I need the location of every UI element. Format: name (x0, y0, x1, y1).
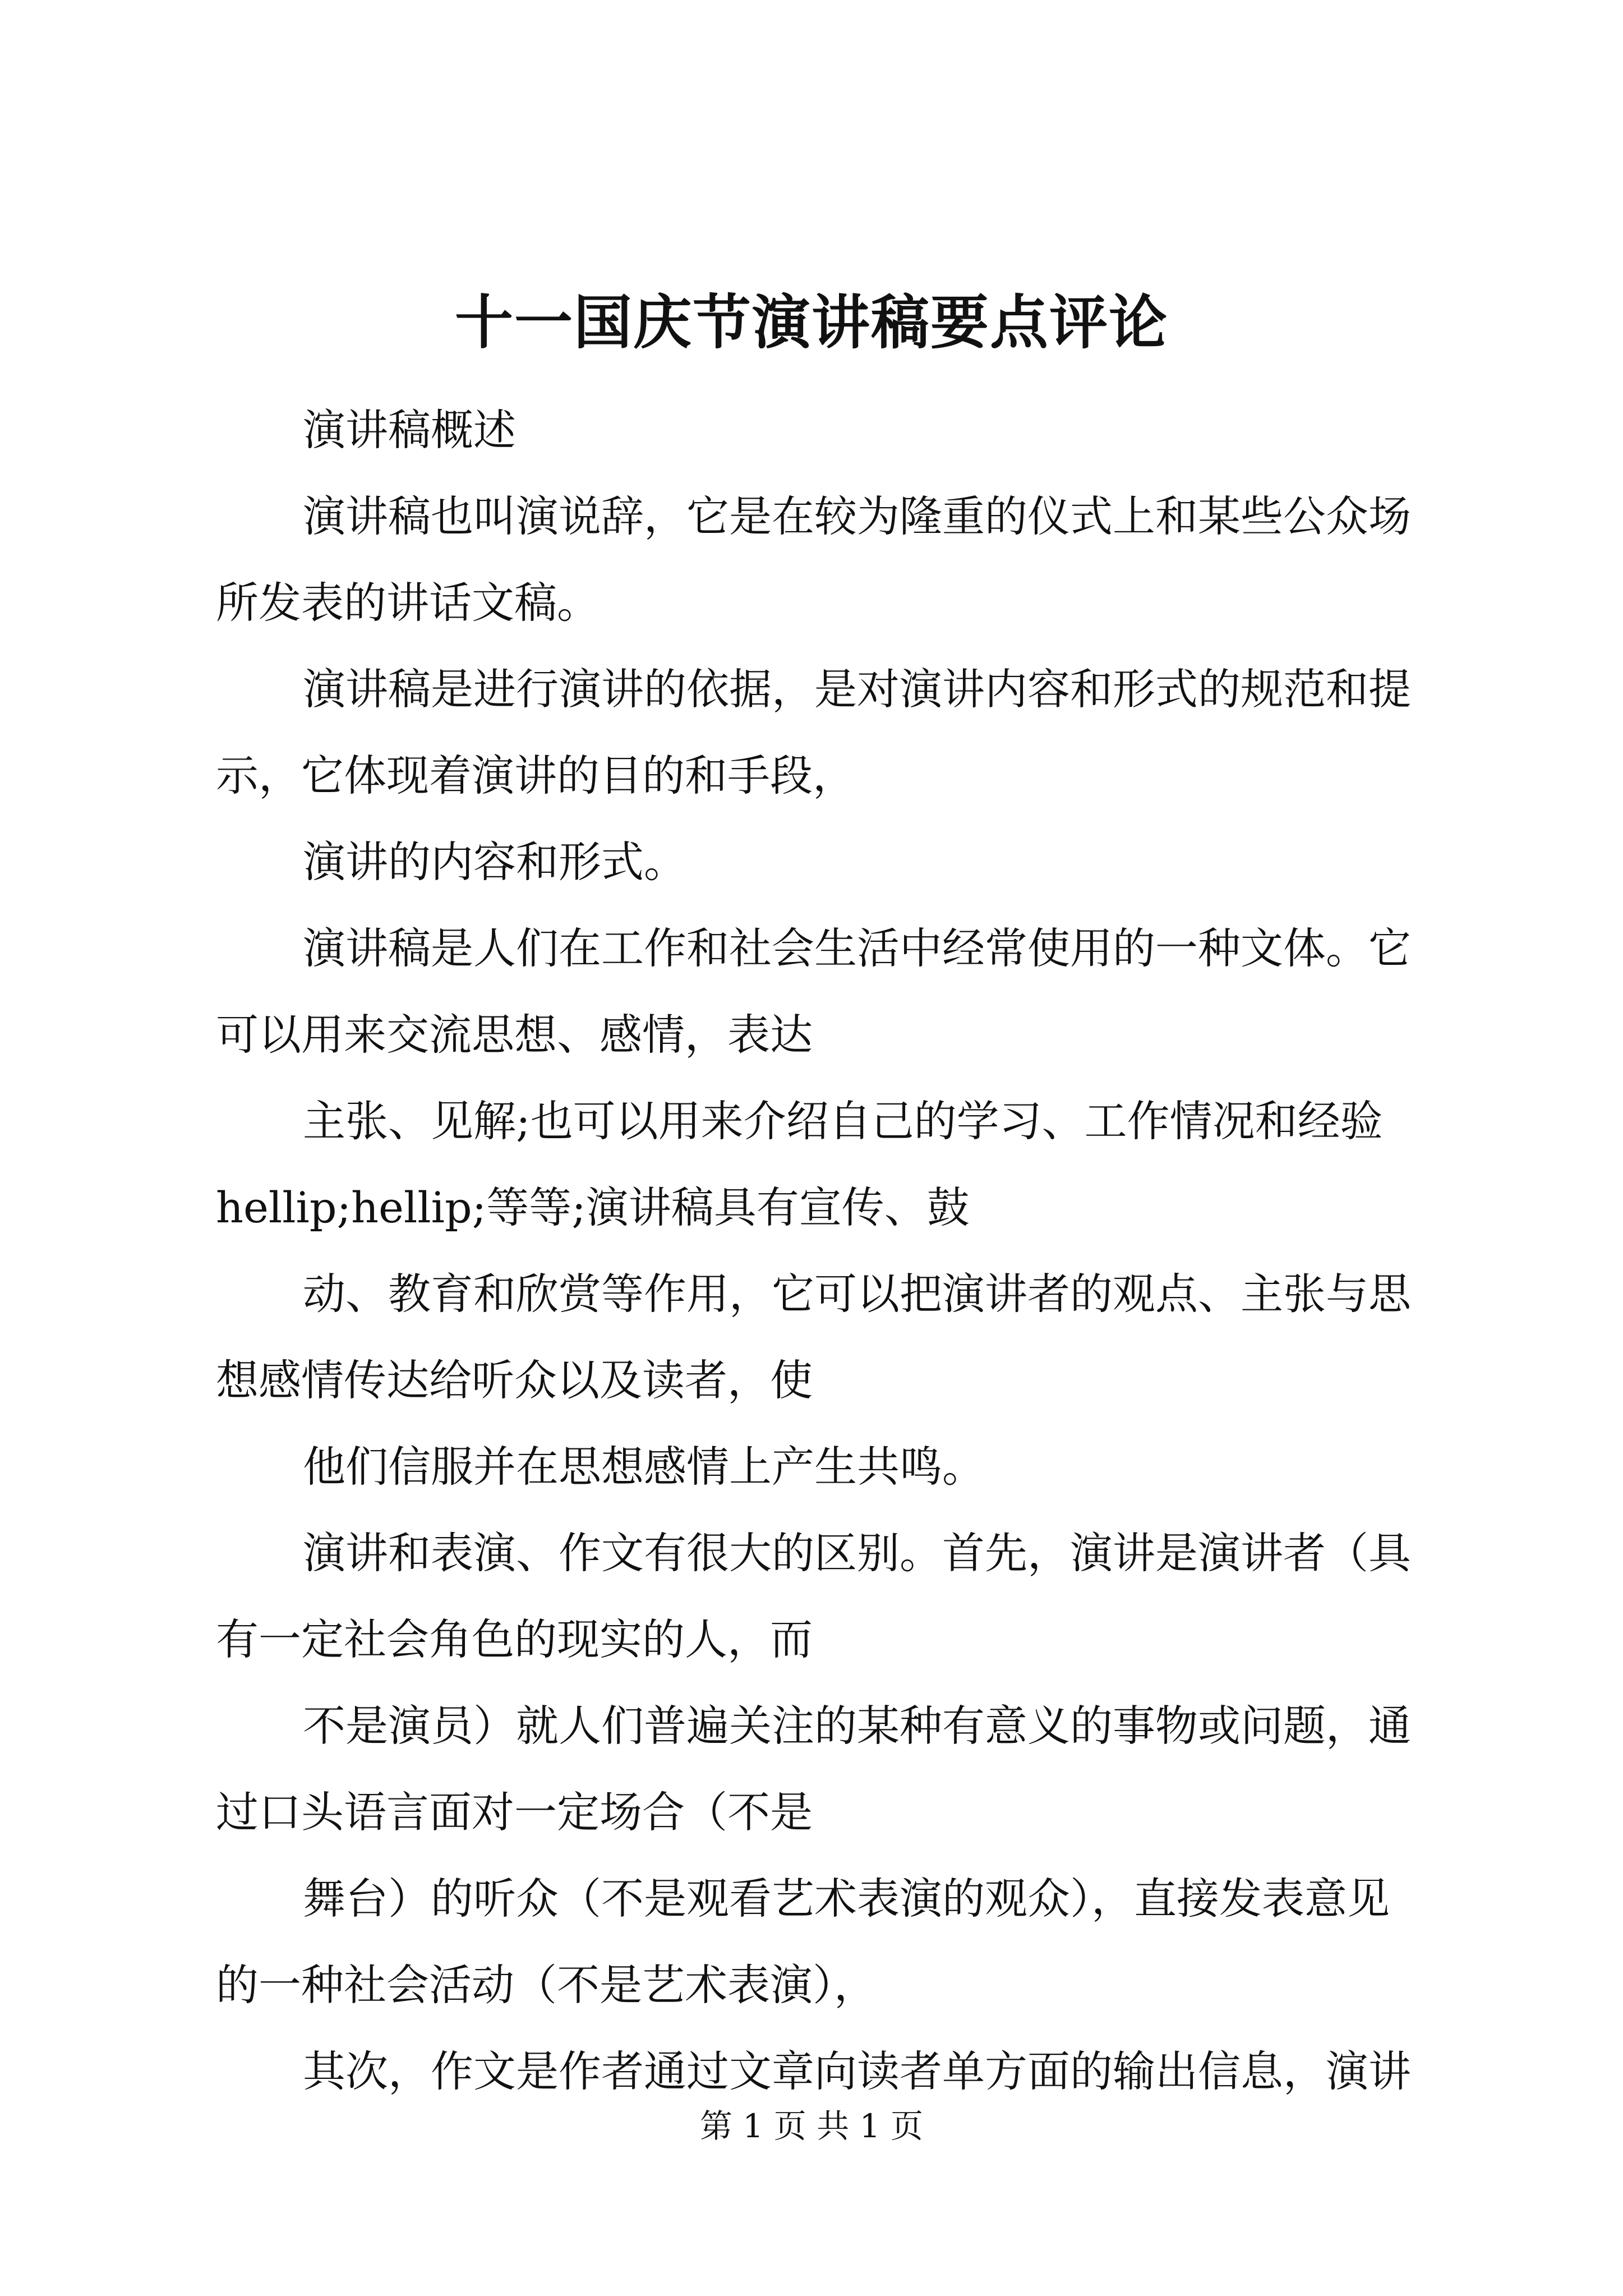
body-paragraph (216, 2028, 1427, 2115)
paragraph-line: 演讲的内容和形式。 (303, 837, 686, 887)
body-paragraph (216, 646, 1427, 819)
body-paragraph (216, 819, 1427, 905)
paragraph-line: 演讲稿是进行演讲的依据，是对演讲内容和形式的规范和提 (303, 664, 1411, 714)
paragraph-line: hellip;hellip;等等;演讲稿具有宣传、鼓 (216, 1182, 970, 1232)
body-paragraph (216, 473, 1427, 646)
paragraph-line: 可以用来交流思想、感情，表达 (216, 1010, 813, 1060)
paragraph-line: 过口头语言面对一定场合（不是 (216, 1787, 813, 1837)
document-title: 十一国庆节演讲稿要点评论 (454, 288, 1168, 357)
paragraph-line: 演讲稿也叫演说辞，它是在较为隆重的仪式上和某些公众场 (303, 491, 1411, 541)
paragraph-line: 动、教育和欣赏等作用，它可以把演讲者的观点、主张与思 (303, 1269, 1411, 1319)
paragraph-line: 舞台）的听众（不是观看艺术表演的观众），直接发表意见 (303, 1874, 1390, 1924)
body-paragraph (216, 1078, 1427, 1251)
body-paragraph (216, 1424, 1427, 1510)
paragraph-line: 演讲和表演、作文有很大的区别。首先，演讲是演讲者（具 (303, 1528, 1411, 1578)
paragraph-line: 示，它体现着演讲的目的和手段， (216, 751, 855, 800)
document-body (216, 387, 1427, 2115)
body-paragraph (216, 905, 1427, 1078)
paragraph-line: 他们信服并在思想感情上产生共鸣。 (303, 1442, 985, 1492)
paragraph-line: 所发表的讲话文稿。 (216, 578, 600, 628)
paragraph-line: 不是演员）就人们普遍关注的某种有意义的事物或问题，通 (303, 1701, 1411, 1751)
paragraph-line: 其次，作文是作者通过文章向读者单方面的输出信息，演讲 (303, 2046, 1411, 2096)
page-footer: 第 1 页 共 1 页 (700, 2107, 923, 2145)
paragraph-line: 演讲稿概述 (303, 405, 516, 455)
paragraph-line: 有一定社会角色的现实的人，而 (216, 1614, 813, 1664)
body-paragraph (216, 1251, 1427, 1424)
body-paragraph (216, 387, 1427, 473)
paragraph-line: 主张、见解;也可以用来介绍自己的学习、工作情况和经验 (303, 1096, 1383, 1146)
paragraph-line: 演讲稿是人们在工作和社会生活中经常使用的一种文体。它 (303, 923, 1411, 973)
body-paragraph (216, 1856, 1427, 2028)
paragraph-line: 想感情传达给听众以及读者，使 (216, 1355, 813, 1405)
body-paragraph (216, 1683, 1427, 1856)
paragraph-line: 的一种社会活动（不是艺术表演）， (216, 1960, 877, 2010)
body-paragraph (216, 1510, 1427, 1683)
